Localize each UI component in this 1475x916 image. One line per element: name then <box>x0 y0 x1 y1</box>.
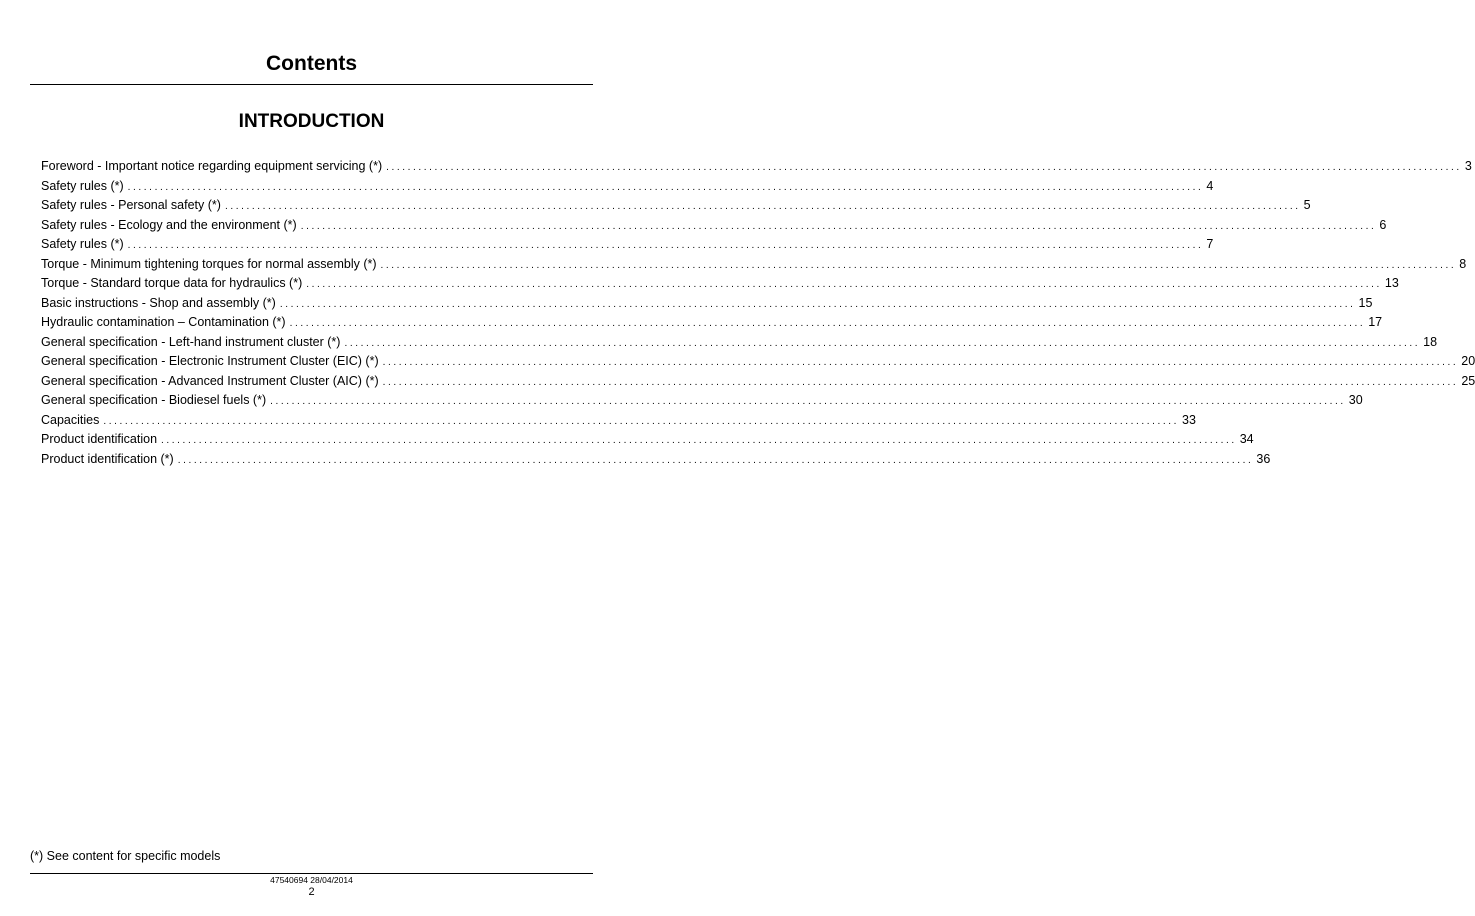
dot-leader: ........................................................................................................................................................................................................ <box>382 376 1459 388</box>
toc-entry-page: 30 <box>1348 393 1363 407</box>
toc-entry[interactable] <box>41 157 1472 177</box>
toc-entry[interactable] <box>41 430 1254 450</box>
toc-entry-title: Safety rules (*) <box>41 178 124 193</box>
toc-entry-title: Safety rules - Ecology and the environment (*) <box>41 217 297 232</box>
page-title: Contents <box>266 52 357 75</box>
dot-leader: ........................................................................................................................................................................................................ <box>386 162 1462 173</box>
dot-leader: ........................................................................................................................................................................................................ <box>279 298 1356 310</box>
dot-leader: ........................................................................................................................................................................................................ <box>103 415 1180 427</box>
section-title: INTRODUCTION <box>238 111 385 132</box>
toc-entry[interactable] <box>41 255 1467 275</box>
dot-leader: ........................................................................................................................................................................................................ <box>306 279 1382 290</box>
document-reference: 47540694 28/04/2014 <box>270 875 353 885</box>
toc-entry[interactable] <box>41 372 1475 392</box>
toc-entry-title: Foreword - Important notice regarding equipment servicing (*) <box>41 159 383 173</box>
toc-entry-page: 7 <box>1206 237 1214 251</box>
dot-leader: ........................................................................................................................................................................................................ <box>127 181 1204 193</box>
toc-entry[interactable] <box>41 450 1271 470</box>
toc-entry-page: 8 <box>1459 256 1467 271</box>
dot-leader: ........................................................................................................................................................................................................ <box>380 259 1457 271</box>
page-number: 2 <box>308 886 315 898</box>
toc-entry[interactable] <box>41 235 1214 255</box>
toc-entry[interactable] <box>41 177 1214 197</box>
toc-entry[interactable] <box>41 333 1438 353</box>
toc-entry-title: Safety rules - Personal safety (*) <box>41 198 221 212</box>
toc-entry-title: Product identification <box>41 432 158 446</box>
toc-entry-title: General specification - Electronic Instrument Cluster (EIC) (*) <box>41 354 379 368</box>
dot-leader: ........................................................................................................................................................................................................ <box>344 337 1421 349</box>
dot-leader: ........................................................................................................................................................................................................ <box>300 220 1377 232</box>
dot-leader: ........................................................................................................................................................................................................ <box>224 201 1301 212</box>
dot-leader: ........................................................................................................................................................................................................ <box>289 318 1366 329</box>
toc-entry-title: General specification - Advanced Instrument Cluster (AIC) (*) <box>41 373 379 388</box>
toc-entry-page: 3 <box>1464 159 1472 173</box>
toc-entry-title: Hydraulic contamination – Contamination (*) <box>41 315 286 329</box>
toc-entry-page: 34 <box>1239 432 1254 446</box>
toc-entry[interactable] <box>41 352 1475 372</box>
toc-entry-title: Safety rules (*) <box>41 237 124 251</box>
dot-leader: ........................................................................................................................................................................................................ <box>127 240 1204 251</box>
header-divider <box>30 84 593 85</box>
footer-divider <box>30 873 593 874</box>
dot-leader: ........................................................................................................................................................................................................ <box>382 357 1459 368</box>
toc-entry[interactable] <box>41 196 1311 216</box>
toc-entry[interactable] <box>41 294 1373 314</box>
toc-entry-page: 15 <box>1358 295 1373 310</box>
dot-leader: ........................................................................................................................................................................................................ <box>161 435 1237 446</box>
toc-entry-page: 13 <box>1384 276 1399 290</box>
toc-entry-title: Torque - Minimum tightening torques for normal assembly (*) <box>41 256 377 271</box>
dot-leader: ........................................................................................................................................................................................................ <box>177 454 1254 466</box>
toc-entry-page: 5 <box>1303 198 1311 212</box>
toc-entry-title: General specification - Biodiesel fuels (*) <box>41 393 267 407</box>
toc-entry-title: Capacities <box>41 412 100 427</box>
toc-entry-page: 25 <box>1461 373 1475 388</box>
toc-entry-page: 17 <box>1368 315 1383 329</box>
toc-entry-page: 4 <box>1206 178 1214 193</box>
toc-entry-page: 20 <box>1461 354 1475 368</box>
toc-entry-title: Torque - Standard torque data for hydraulics (*) <box>41 276 303 290</box>
toc-entry[interactable] <box>41 216 1387 236</box>
dot-leader: ........................................................................................................................................................................................................ <box>270 396 1346 407</box>
toc-entry[interactable] <box>41 274 1399 294</box>
table-of-contents <box>41 157 1475 469</box>
footnote: (*) See content for specific models <box>30 849 221 863</box>
toc-entry[interactable] <box>41 391 1363 411</box>
toc-entry[interactable] <box>41 411 1196 431</box>
toc-entry-page: 18 <box>1423 334 1438 349</box>
toc-entry-title: General specification - Left-hand instrument cluster (*) <box>41 334 341 349</box>
toc-entry-title: Basic instructions - Shop and assembly (*) <box>41 295 276 310</box>
toc-entry-page: 36 <box>1256 451 1271 466</box>
toc-entry[interactable] <box>41 313 1383 333</box>
toc-entry-page: 6 <box>1379 217 1387 232</box>
toc-entry-page: 33 <box>1182 412 1196 427</box>
toc-entry-title: Product identification (*) <box>41 451 174 466</box>
